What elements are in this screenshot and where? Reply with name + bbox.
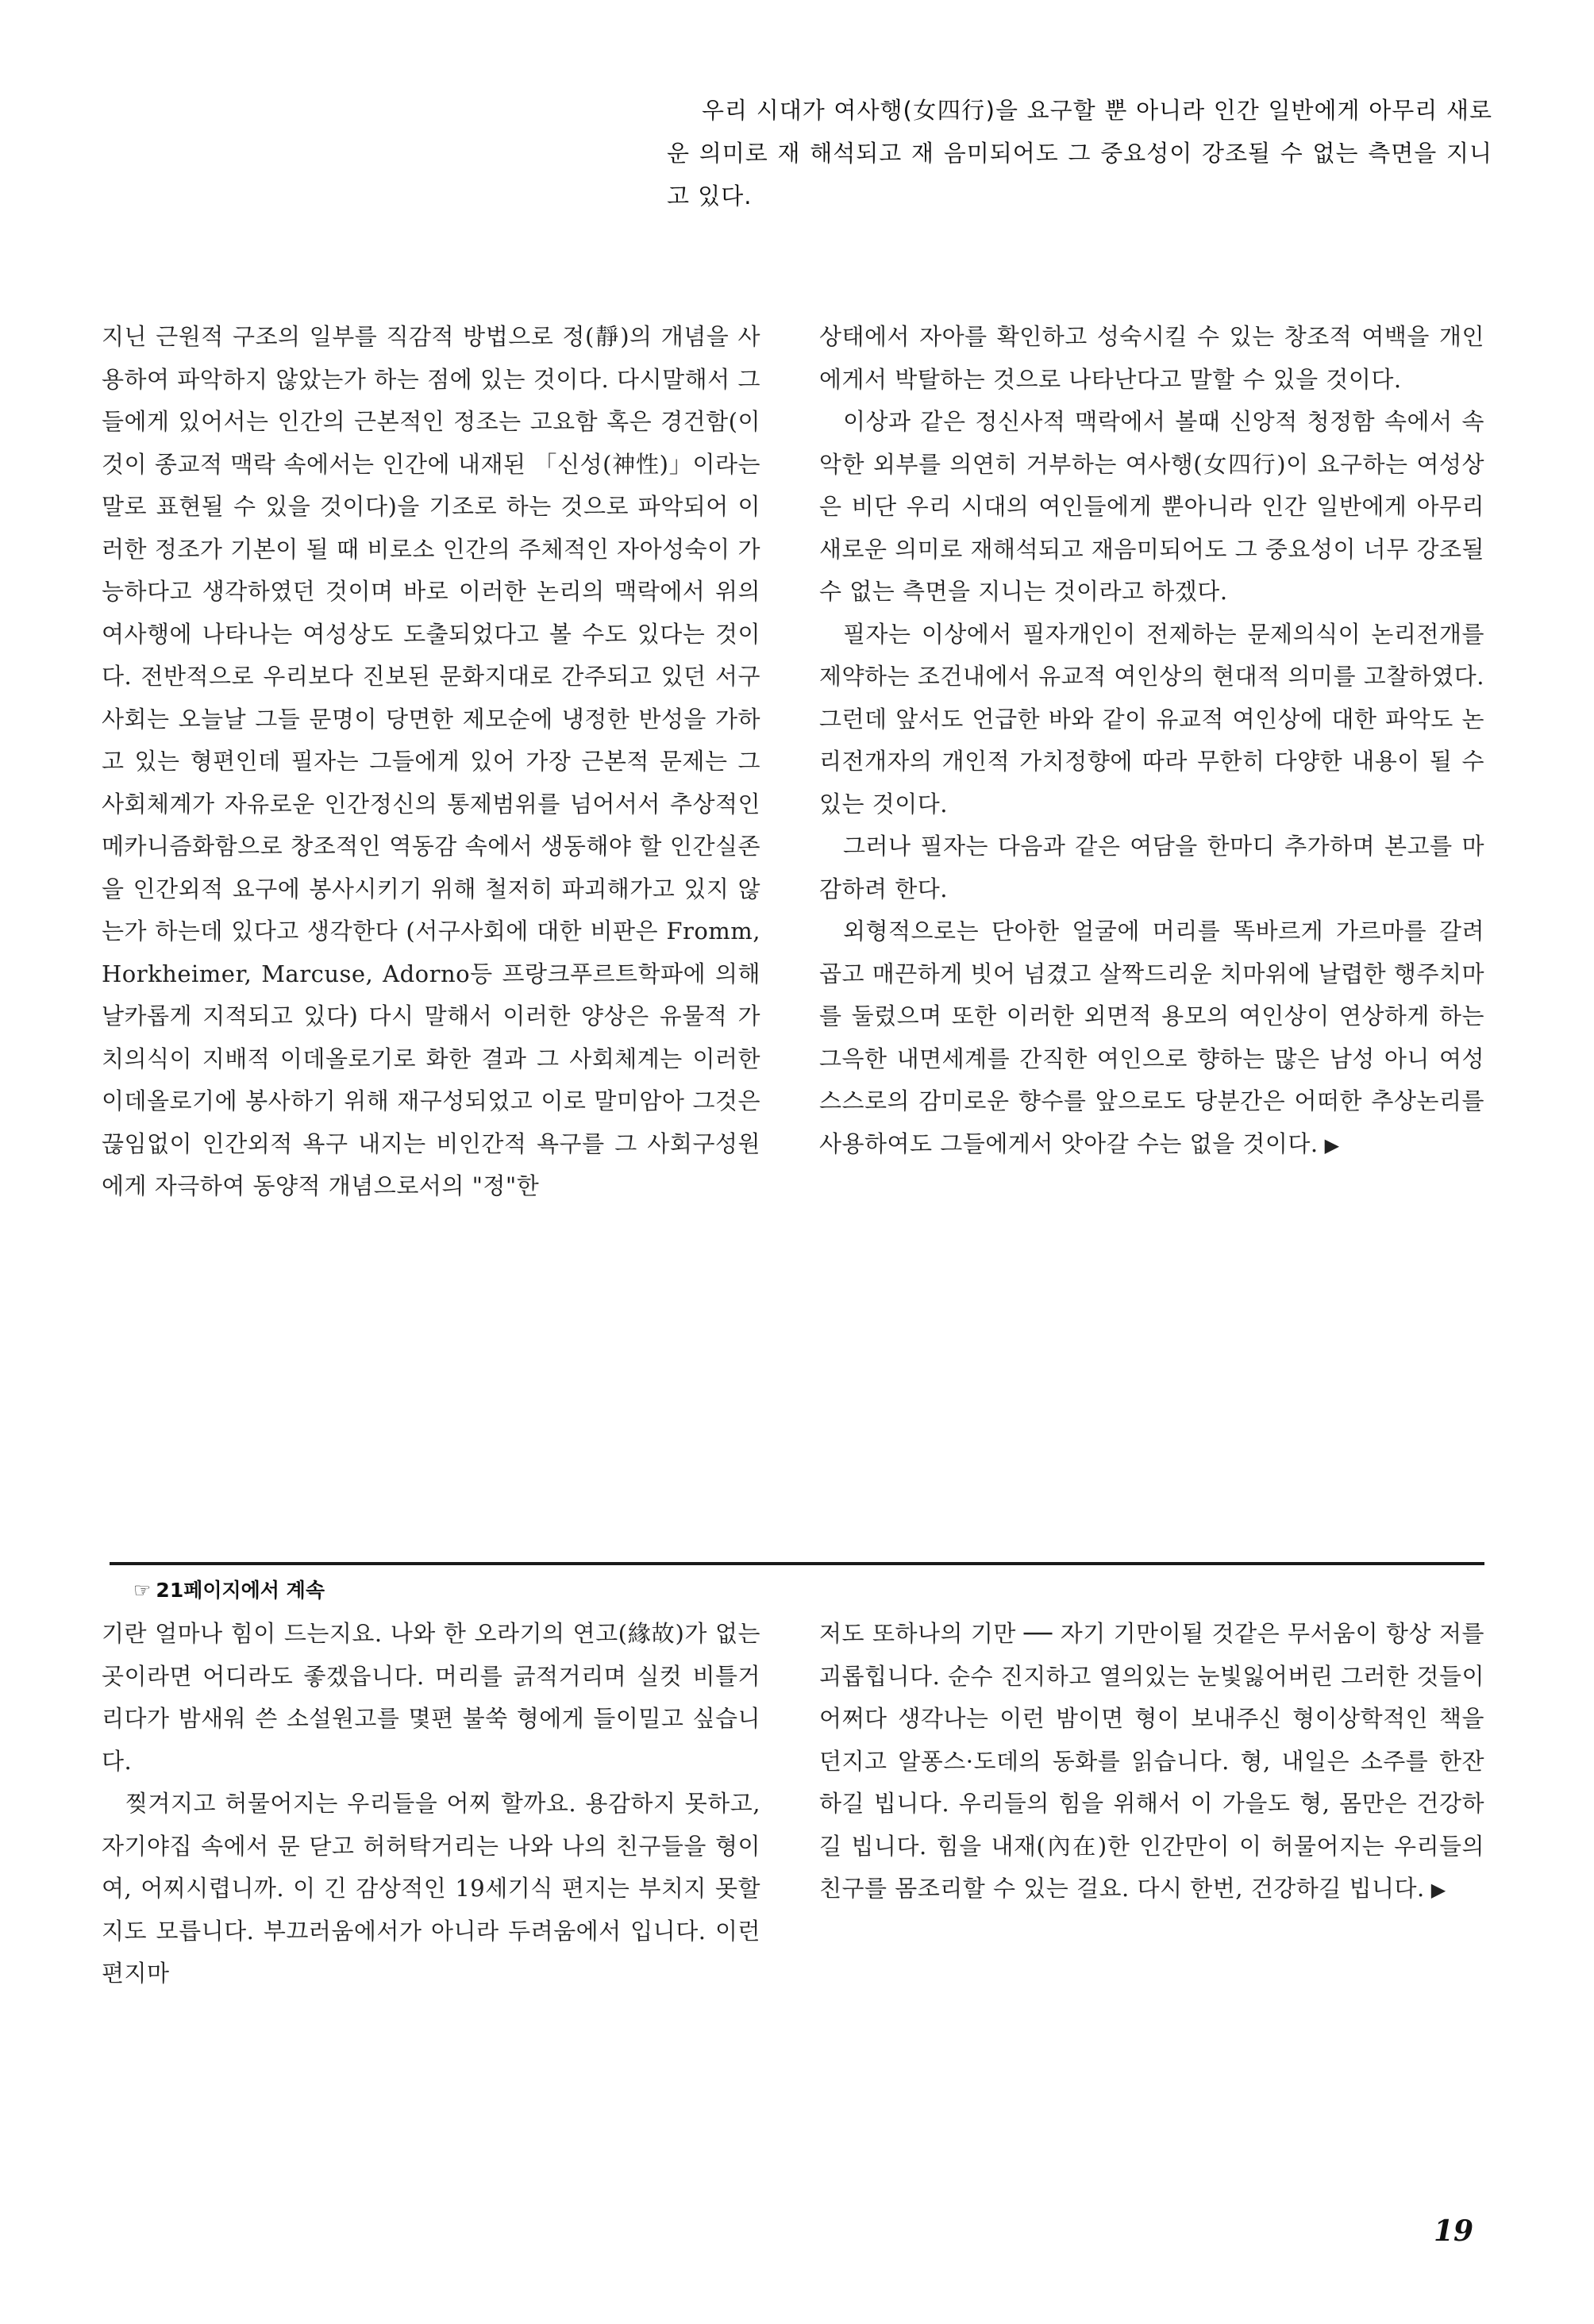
pointing-hand-icon: ☞ xyxy=(133,1579,152,1602)
top-left-column xyxy=(102,316,760,1208)
section-divider xyxy=(110,1562,1484,1565)
pullquote-text: 우리 시대가 여사행(女四行)을 요구할 뿐 아니라 인간 일반에게 아무리 새로운 의미로 재 해석되고 재 음미되어도 그 중요성이 강조될 수 없는 측면을 지니고 있다. xyxy=(667,97,1492,210)
pullquote xyxy=(667,89,1492,217)
body-paragraph: 지닌 근원적 구조의 일부를 직감적 방법으로 정(靜)의 개념을 사용하여 파악하지 않았는가 하는 점에 있는 것이다. 다시말해서 그들에게 있어서는 인간의 근본적인 정조는 고요함 혹은 경건함(이것이 종교적 맥락 속에서는 인간에 내재된 「신성(神性)」이라는 말로 표현될 수 있을 것이다)을 기조로 하는 것으로 파악되어 이러한 정조가 기본이 될 때 비로소 인간의 주체적인 자아성숙이 가능하다고 생각하였던 것이며 바로 이러한 논리의 맥락에서 위의 여사행에 나타나는 여성상도 도출되었다고 볼 수도 있다는 것이다. 전반적으로 우리보다 진보된 문화지대로 간주되고 있던 서구사회는 오늘날 그들 문명이 당면한 제모순에 냉정한 반성을 가하고 있는 형편인데 필자는 그들에게 있어 가장 근본적 문제는 그 사회체계가 자유로운 인간정신의 통제범위를 넘어서서 추상적인 메카니즘화함으로 창조적인 역동감 속에서 생동해야 할 인간실존을 인간외적 요구에 봉사시키기 위해 철저히 파괴해가고 있지 않는가 하는데 있다고 생각한다 (서구사회에 대한 비판은 Fromm, Horkheimer, Marcuse, Adorno등 프랑크푸르트학파에 의해 날카롭게 지적되고 있다) 다시 말해서 이러한 양상은 유물적 가치의식이 지배적 이데올로기로 화한 결과 그 사회체계는 이러한 이데올로기에 봉사하기 위해 재구성되었고 이로 말미암아 그것은 끊임없이 인간외적 욕구 내지는 비인간적 욕구를 그 사회구성원에게 자극하여 동양적 개념으로서의 "정"한 xyxy=(102,323,760,1199)
bottom-left-column xyxy=(102,1613,760,1995)
body-paragraph-text: 저도 또하나의 기만 ── 자기 기만이될 것같은 무서움이 항상 저를 괴롭힙니다. 순수 진지하고 열의있는 눈빛잃어버린 그러한 것들이 어쩌다 생각나는 이런 밤이면 형이 보내주신 형이상학적인 책을 던지고 알퐁스·도데의 동화를 읽습니다. 형, 내일은 소주를 한잔하길 빕니다. 우리들의 힘을 위해서 이 가을도 형, 몸만은 건강하길 빕니다. 힘을 내재(內在)한 인간만이 이 허물어지는 우리들의 친구를 몸조리할 수 있는 걸요. 다시 한번, 건강하길 빕니다. xyxy=(819,1620,1484,1902)
page-number: 19 xyxy=(1434,2214,1474,2248)
body-paragraph: 필자는 이상에서 필자개인이 전제하는 문제의식이 논리전개를 제약하는 조건내에서 유교적 여인상의 현대적 의미를 고찰하였다. 그런데 앞서도 언급한 바와 같이 유교적 여인상에 대한 파악도 논리전개자의 개인적 가치정향에 따라 무한히 다양한 내용이 될 수 있는 것이다. xyxy=(819,620,1484,818)
top-right-column xyxy=(819,316,1484,1167)
body-paragraph: 이상과 같은 정신사적 맥락에서 볼때 신앙적 청정함 속에서 속악한 외부를 의연히 거부하는 여사행(女四行)이 요구하는 여성상은 비단 우리 시대의 여인들에게 뿐아니라 인간 일반에게 아무리 새로운 의미로 재해석되고 재음미되어도 그 중요성이 너무 강조될 수 없는 측면을 지니는 것이라고 하겠다. xyxy=(819,408,1484,605)
end-mark-icon: ▶ xyxy=(1324,1133,1340,1156)
end-mark-icon: ▶ xyxy=(1430,1879,1446,1901)
body-paragraph: 찢겨지고 허물어지는 우리들을 어찌 할까요. 용감하지 못하고, 자기야집 속에서 문 닫고 허허탁거리는 나와 나의 친구들을 형이여, 어찌시렵니까. 이 긴 감상적인 19세기식 편지는 부치지 못할지도 모릅니다. 부끄러움에서가 아니라 두려움에서 입니다. 이런 편지마 xyxy=(102,1790,760,1987)
body-paragraph xyxy=(819,910,1484,1167)
body-paragraph: 상태에서 자아를 확인하고 성숙시킬 수 있는 창조적 여백을 개인에게서 박탈하는 것으로 나타난다고 말할 수 있을 것이다. xyxy=(819,323,1484,393)
body-paragraph: 그러나 필자는 다음과 같은 여담을 한마디 추가하며 본고를 마감하려 한다. xyxy=(819,833,1484,902)
continued-note xyxy=(133,1575,325,1603)
body-paragraph: 기란 얼마나 힘이 드는지요. 나와 한 오라기의 연고(緣故)가 없는 곳이라면 어디라도 좋겠읍니다. 머리를 긁적거리며 실컷 비틀거리다가 밤새워 쓴 소설원고를 몇편 불쑥 형에게 들이밀고 싶습니다. xyxy=(102,1620,760,1775)
bottom-right-column xyxy=(819,1613,1484,1912)
continued-note-text: 21페이지에서 계속 xyxy=(156,1579,325,1602)
body-paragraph-text: 외형적으로는 단아한 얼굴에 머리를 똑바르게 가르마를 갈려 곱고 매끈하게 빗어 넘겼고 살짝드리운 치마위에 날렵한 행주치마를 둘렀으며 또한 이러한 외면적 용모의 여인상이 연상하게 하는 그윽한 내면세계를 간직한 여인으로 향하는 많은 남성 아니 여성 스스로의 감미로운 향수를 앞으로도 당분간은 어떠한 추상논리를 사용하여도 그들에게서 앗아갈 수는 없을 것이다. xyxy=(819,918,1484,1157)
body-paragraph xyxy=(819,1613,1484,1912)
